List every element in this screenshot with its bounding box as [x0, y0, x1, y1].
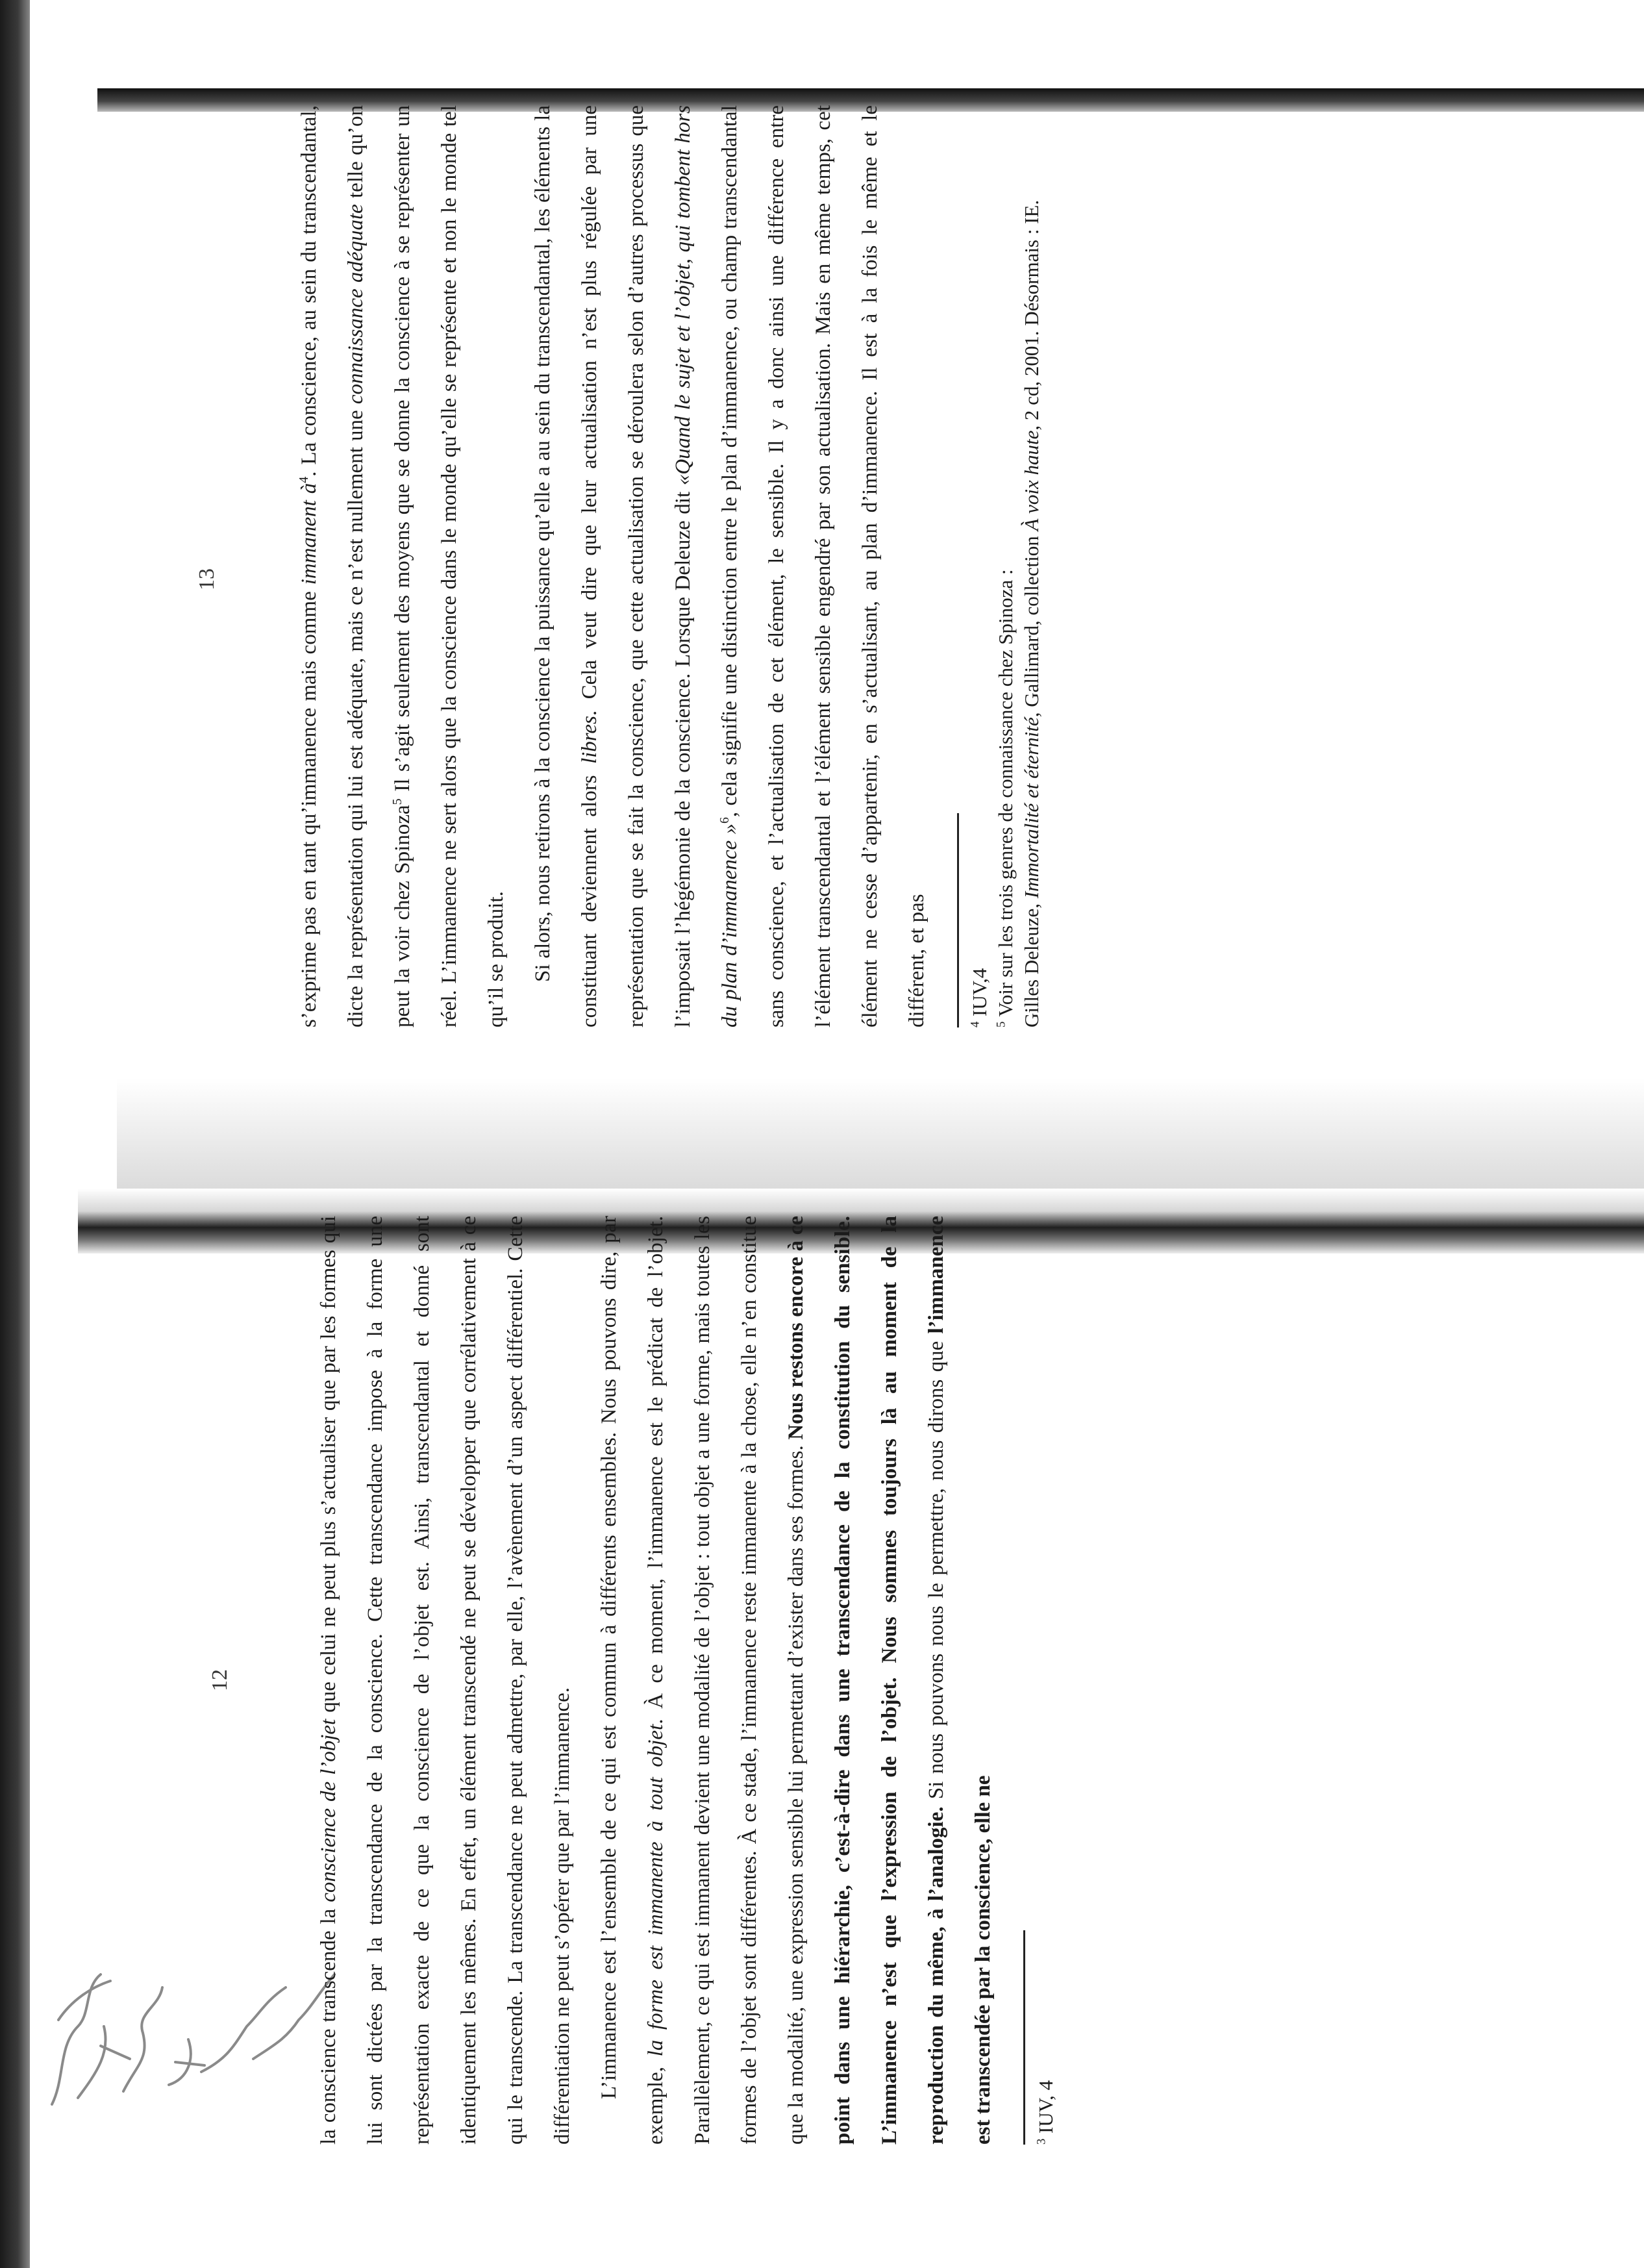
footnote: [1033, 1216, 1059, 2145]
italic-span: immanent à: [297, 483, 321, 585]
footnotes: [967, 105, 1045, 1027]
footnote-number: 4: [968, 1021, 982, 1027]
page-number: 13: [195, 568, 219, 590]
text-span: Si nous pouvons nous le permettre, nous dirons que: [925, 1333, 948, 1807]
footnote-rule: [957, 813, 959, 1027]
footnotes: [1033, 1216, 1059, 2145]
footnote-text: IUV,4: [968, 968, 991, 1016]
footnote-text: IUV, 4: [1034, 2080, 1057, 2134]
text-span: que celui ne peut plus s’actualiser que par les formes qui lui sont dictées par la transcendance de la conscience. Cette transcendance impose à la forme une représentation exacte de ce que la conscience de l’objet est. Ainsi, transcendantal et donné sont identiquement les mêmes. En effet, un élément transcendé ne peut se développer que corrélativement à ce qui le transcende. La transcendance ne peut admettre, par elle, l’avènement d’un aspect différentiel. Cette différentiation ne peut s’opérer que par l’immanence.: [317, 1216, 574, 2145]
page-number: 12: [208, 1669, 232, 1691]
right-page-body: [286, 105, 1045, 1027]
footnote-rule: [1023, 1930, 1025, 2145]
footnote-ref: 5: [390, 798, 405, 805]
text-span: Il s’agit seulement des moyens que se donne la conscience à se représenter un réel. L’immanence ne sert alors que la conscience dans le monde qu’elle se représente et non le monde tel qu’il se produit.: [391, 105, 508, 1027]
footnote-ref: 6: [717, 817, 732, 824]
footnote: [1019, 105, 1045, 1027]
footnote-text: Voir sur les trois genres de connaissance chez Spinoza :: [994, 569, 1017, 1017]
paragraph: [519, 105, 940, 1027]
italic-span: À voix haute: [1020, 430, 1043, 531]
footnote-number: 5: [994, 1021, 1008, 1027]
text-span: la conscience transcende la: [317, 1902, 340, 2145]
italic-span: conscience de l’objet: [317, 1719, 340, 1902]
text-span: , Gallimard, collection: [1020, 531, 1043, 718]
italic-span: libres: [578, 716, 601, 764]
italic-span: connaissance adéquate: [344, 204, 367, 405]
footnote: [993, 105, 1019, 1027]
text-span: telle qu’on peut la voir chez Spinoza: [344, 105, 414, 1027]
left-page-body: [305, 1216, 1059, 2145]
bold-span: l’immanence est transcendée par la conscience, elle ne: [925, 1216, 995, 2145]
footnote-ref: 4: [297, 476, 311, 483]
text-span: . À ce moment, l’immanence est le prédicat de l’objet. Parallèlement, ce qui est immanent devient une modalité de l’objet : tout objet a une forme, mais toutes les formes de l’objet sont différentes. À ce stade, l’immanence reste immanente à la chose, elle n’en constitue que la modalité, une expression sensible lui permettant d’exister dans ses formes.: [644, 1216, 808, 2145]
text-span: L’immanence est l’ensemble de ce qui est commun à différents ensembles. Nous pouvons dire, par exemple,: [597, 1216, 667, 2145]
text-span: , 2 cd, 2001. Désormais : IE.: [1020, 199, 1043, 431]
text-span: . Cela veut dire que leur actualisation n’est plus régulée par une représentation que se fait la conscience, que cette actualisation se déroulera selon d’autres processus que l’imposait l’hégémonie de la conscience. Lorsque Deleuze dit: [578, 105, 695, 1027]
paragraph: [286, 105, 519, 1027]
paragraph: [586, 1216, 1006, 2145]
text-span: . La conscience, au sein du transcendantal, dicte la représentation qui lui est adéquate, mais ce n’est nullement une: [297, 105, 367, 1027]
text-span: s’exprime pas en tant qu’immanence mais comme: [297, 585, 321, 1027]
italic-span: «Quand le sujet et l’objet, qui tombent hors du plan d’immanence »: [671, 105, 741, 1027]
bold-span: Nous restons encore à ce point dans une hiérarchie, c’est-à-dire dans une transcendance de la constitution du sensible. L’immanence n’est que l’expression de l’objet. Nous sommes toujours là au moment de la reproduction du même, à l’analogie.: [784, 1216, 948, 2145]
footnote-number: 3: [1034, 2138, 1049, 2145]
text-span: , cela signifie une distinction entre le plan d’immanence, ou champ transcendantal sans conscience, et l’actualisation de cet élément, le sensible. Il y a donc ainsi une différence entre l’élément transcendantal et l’élément sensible engendré par son actualisation. Mais en même temps, cet élément ne cesse d’appartenir, en s’actualisant, au plan d’immanence. Il est à la fois le même et le différent, et pas: [718, 105, 928, 1027]
paragraph: [305, 1216, 586, 2145]
text-span: Gilles Deleuze,: [1020, 898, 1043, 1027]
italic-span: la forme est immanente à tout objet: [644, 1724, 667, 2057]
italic-span: Immortalité et éternité: [1020, 717, 1043, 899]
text-span: Si alors, nous retirons à la conscience la puissance qu’elle a au sein du transcendantal, les éléments la constituant deviennent alors: [531, 105, 601, 1027]
footnote: [967, 105, 993, 1027]
